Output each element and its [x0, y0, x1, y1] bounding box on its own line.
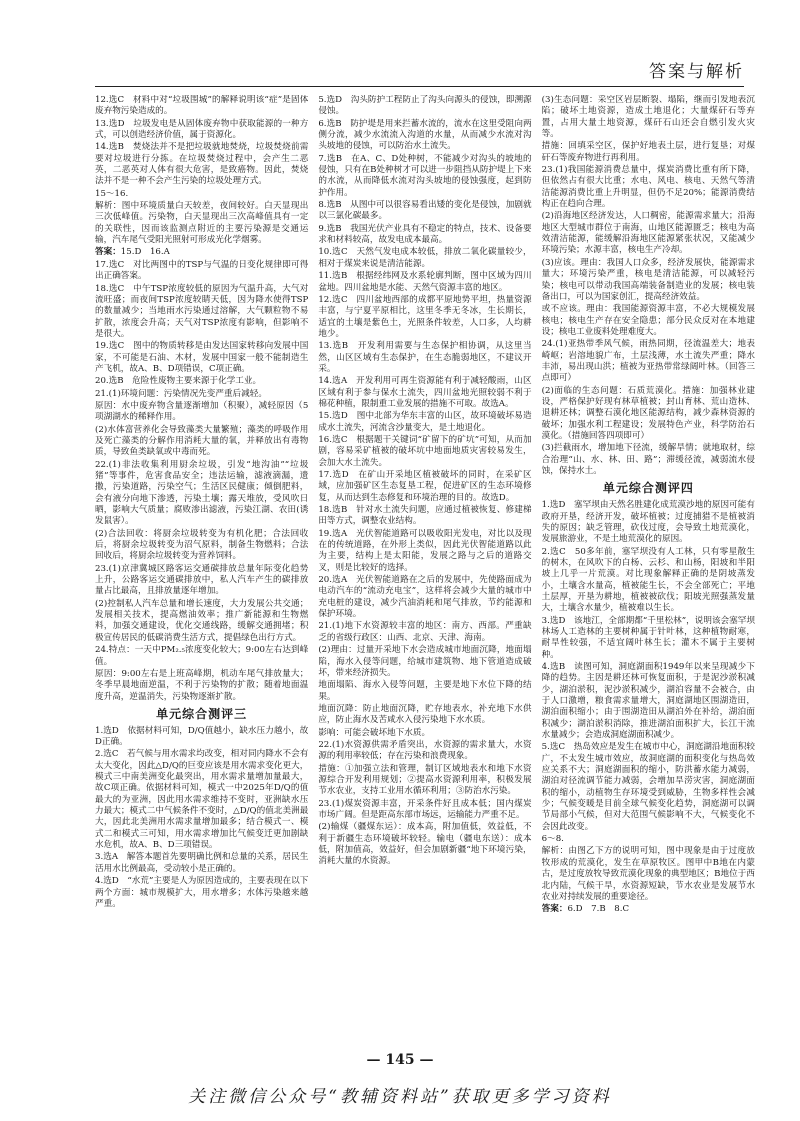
answer-paragraph: 12.选C 四川盆地西部的成都平原地势平坦，热量资源丰富，与宁夏平原相比，这里冬季无冬冰，生长期长，适宜的土壤是紫色土，光照条件较差，人口多，人均耕地少。	[318, 294, 532, 339]
column-left	[95, 95, 308, 1040]
answer-paragraph: 6.选B 防护堤是用来拦蓄水流的，流水在这里受阻向两侧分流，减少水流流入沟道的水量，从而减少水流对沟头坡地的侵蚀，可以防治水土流失。	[318, 118, 532, 152]
answer-paragraph: 解析：由图乙下方的说明可知，图中现象是由于过度放牧形成的荒漠化，发生在草原牧区。图甲中B地在内蒙古，是过度放牧导致荒漠化现象的典型地区；B地位于西北内陆，气候干旱，水资源短缺，节水农业是发展节水农业对持续发展的重要途径。	[541, 846, 755, 902]
answer-columns	[95, 95, 755, 1040]
answer-paragraph: 21.(1)地下水资源较丰富的地区：南方、西部。严重缺乏的省级行政区：山西、北京、天津、海南。	[318, 621, 532, 643]
answer-paragraph: (3)应该。理由：我国人口众多，经济发展快，能源需求量大；环境污染严重，核电是清洁能源，可以减轻污染；核电可以带动我国高端装备制造业的发展；核电装备出口，可以为国家创汇，提高经济效益。	[541, 257, 755, 302]
answer-paragraph: 3.选D 该地江，全部期都“千里松林”，说明该会塞罕坝林场人工造林的主要树种属于针叶林，这种植物耐寒，耐旱性较强，不适宜阔叶林生长；灌木不属于主要树种。	[541, 615, 755, 660]
answer-paragraph: 23.(1)我国能源消费总量中，煤炭消费比重有所下降，但依然占有很大比重；水电、风电、核电、天然气等清洁能源消费比重上升明显，但仍不足20%；能源消费结构正在趋向合理。	[541, 165, 755, 210]
answer-paragraph: 12.选C 材料中对“垃圾围城”的解释说明该“症”是固体废弃物污染造成的。	[95, 95, 309, 117]
column-right	[542, 95, 755, 1040]
answer-paragraph: 9.选B 我国光伏产业具有不稳定的特点，技术、设备要求和材料较高，故发电成本最高。	[318, 223, 532, 246]
answer-paragraph: 15.选D 图中北部为华东丰富的山区，故环境破坏易造成水土流失，河流含沙量变大，是土地退化。	[318, 411, 532, 433]
answer-paragraph: 措施：回填采空区，保护好地表土层，进行复垦；对煤矸石等废弃物进行再利用。	[541, 141, 755, 163]
page-number: — 145 —	[366, 1052, 434, 1068]
answer-paragraph: (2)水体富营养化会导致藻类大量繁殖；藻类的呼吸作用及死亡藻类的分解作用消耗大量的氧，并释放出有毒物质，导致鱼类缺氧或中毒而死。	[95, 424, 309, 458]
answer-paragraph: 8.选B 从图中可以很容易看出矮的变化是侵蚀，加剧就以三氯化碳最多。	[318, 200, 532, 222]
section-title: 单元综合测评三	[156, 706, 248, 721]
answer-paragraph: 10.选C 天然气发电成本较低，排放二氧化碳量较少，相对于煤炭来说是清洁能源。	[318, 247, 532, 269]
answer-paragraph: 22.(1)非法收集利用厨余垃圾，引发“地沟油”“垃圾猪”等事件，危害食品安全；违法运输，滤液滴漏，遗撒，污染道路，污染空气；生活区民健康；倾倒肥料，会有液分向地下渗透，污染土壤；露天堆放，受风吹日晒，影响大气质量；腐败渗出滤液，污染江湖、农田(诱发鼠害）。	[95, 459, 309, 527]
column-middle	[318, 95, 531, 1040]
section-title: 单元综合测评四	[602, 481, 694, 496]
answer-paragraph: 1.选D 塞罕坝由天然名胜建化成荒漠沙地的原因可能有政府开垦，经济开发，破坏植被；过度捕猎不是植被消失的原因；缺乏管理，砍伐过度，会导致土地荒漠化，发展旅游业，不是土地荒漠化的原因。	[541, 500, 755, 545]
answer-paragraph: 解析：图中环境质量白天较差，夜间较好。白天显现出三次低峰值。污染物，白天显现出三次高峰值具有一定的关联性，因而该监测点附近的主要污染源是交通运输，汽车尾气受阳光照射可形成光化学烟雾。	[95, 201, 309, 246]
answer-paragraph: 6～8.	[541, 834, 564, 845]
answer-paragraph: (3)拦截雨水，增加地下径流，缓解旱情；就地取材，综合治理“山、水、林、田、路”；滞缓径流，减弱流水侵蚀，保持水土。	[541, 443, 755, 476]
answer-paragraph: 5.选C 热岛效应是发生在城市中心，洞庭湖沿地面积较广，不太发生城市效应，故洞庭湖的面积变化与热岛效应关系不大；洞庭湖面积的缩小，防洪蓄水能力减弱，湖泊对径流调节能力减弱，会增加旱涝灾害，洞庭湖面积的缩小，动植物生存环境受到威胁，生物多样性会减少；气候变暖是目前全球气候变化趋势，洞庭湖可以调节局部小气候，但对大范围气候影响不大，气候变化不会因此改变。	[541, 742, 755, 832]
answer-paragraph: 13.选B 开发利用需要与生态保护相协调，从这里当然，山区区域有生态保护，在生态脆弱地区，不建议开采。	[318, 341, 532, 374]
answer-paragraph: 原因：水中废弃物含量逐渐增加（积聚），减轻原因（5项湖湖水的稀释作用。	[95, 400, 309, 423]
answer-paragraph: 18.选B 针对水土流失问题，应通过植被恢复、修建梯田等方式，调整农业结构。	[318, 505, 532, 527]
answer-paragraph: 19.选C 图中的物质转移是由发达国家转移向发展中国家，不可能是石油、木材，发展中国家一般不能制造生产飞机，故A、B、D项错误，C项正确。	[95, 341, 309, 374]
answer-paragraph: 4.选B 读图可知，洞庭湖面积1949年以来呈现减少下降的趋势。主因是耕还林可恢复面积，于是泥沙淤积减少，湖泊淤积，泥沙淤积减少，湖泊容量不会被合，由于人口激增，粮食需求量增大，洞庭湖地区围湖造田，湖泊面积缩小；由于围湖造田从湖泊外在补给，湖泊面积减少；湖泊淤积消除，推进湖泊面积扩大，长江干流水量减少；会造成洞庭湖面积减少。	[541, 661, 755, 741]
answer-paragraph: (2)输煤（疆煤东运）：成本高，附加值低，效益低，不利于新疆生态环境破坏较轻。输电（疆电东送）：成本低，附加值高，效益好，但会加剧新疆“地下环境污染，消耗大量的水资源。	[318, 822, 532, 867]
answer-paragraph: 17.选D 在矿山开采地区植被破坏的同时，在采矿区域，应加强矿区生态复垦工程，促进矿区的生态环境修复，从而达到生态修复和环境治理的目的。故选D。	[318, 470, 532, 503]
answer-paragraph: 措施：①加强立法和管理，制订区域地表水和地下水资源综合开发利用规划；②提高水资源利用率，积极发展节水农业，支持工业用水循环利用；③防治水污染。	[318, 763, 532, 797]
answer-paragraph: 16.选C 根据题干关键词“矿留下的矿坑”可知，从而加剧，容易采矿植被的破坏坑中地面地质灾害较易发生，会加大水土流失。	[318, 434, 532, 468]
answer-paragraph: 14.选B 焚烧法并不是把垃圾就地焚烧，垃圾焚烧前需要对垃圾进行分拣。在垃圾焚烧过程中，会产生二恶英，二恶英对人体有很大危害，是致癌物。因此，焚烧法并不是一种不会产生污染的垃圾处理方式。	[95, 142, 309, 187]
answer-paragraph: 11.选B 根据经纬网及水系轮廓判断，图中区域为四川盆地。四川盆地是水能、天然气资源丰富的地区。	[318, 271, 532, 293]
answer-paragraph: (2)控制私人汽车总量和增长速度，大力发展公共交通；发展相关技术，提高燃油效率；推广新能源和生物燃料，加强交通建设，优化交通线路，缓解交通拥堵；积极宣传居民的低碳消费生活方式，提倡绿色出行方式。	[95, 598, 309, 643]
answer-paragraph: 3.选A 解答本题首先要明确比例和总量的关系，居民生活用水比例最高，受动较小是正确的。	[95, 852, 309, 874]
answer-paragraph: (2)沿海地区经济发达，人口稠密，能源需求量大；沿海地区大型城市群位于南海，山地区能源匮乏；核电为高效清洁能源，能缓解沿海地区能源紧张状况，又能减少环境污染；水源丰富，核电生产冷却。	[541, 211, 755, 256]
footer-note: 关注微信公众号“教辅资料站”获取更多学习资料	[188, 1087, 612, 1107]
answer-paragraph: (2)合法回收：将厨余垃圾转变为有机化肥；合法回收后，将厨余垃圾转变为沼气原料，制备生物燃料；合法回收后，将厨余垃圾转变为营养饲料。	[95, 528, 309, 562]
answer-label: 答案：	[541, 904, 568, 915]
answer-paragraph: 17.选C 对比两图中的TSP与气温的日变化规律即可得出正确答案。	[95, 259, 309, 282]
answer-values: 15.D 16.A	[120, 247, 170, 258]
answer-paragraph: 原因：9:00左右是上班高峰期，机动车尾气排放量大；冬季早晨地面逆温，不利于污染物的扩散；随着地面温度升高，逆温消失，污染物逐渐扩散。	[95, 668, 309, 702]
answer-paragraph: 2.选C 50多年前，塞罕坝没有人工林，只有零星散生的树木，在风吹下的白杨、云杉、和山杨，阳坡和半阳坡上几乎一片荒漠。对比现象解释正确的是阴坡蒸发小，土壤含水量高，植被能生长，不会全部死亡；平地土层厚，开垦为耕地，植被被砍伐；阳坡光照强蒸发量大，土壤含水量少，植被难以生长。	[541, 546, 755, 614]
answer-paragraph: 21.(1)环境问题：污染情况先变严重后减轻。	[95, 388, 267, 399]
answer-paragraph: 7.选B 在A、C、D处种树，不能减少对沟头的坡地的侵蚀，只有在B处种树才可以进一步阻挡从防护堤上下来的水流，从而降低水流对沟头坡地的侵蚀强度，起到防护作用。	[318, 153, 532, 198]
answer-paragraph: (3)生态问题：采空区岩层断裂、塌陷，继而引发地表沉陷；破坏土地资源，造成土地退化；大量煤矸石等弃置，占用大量土地资源，煤矸石山还会自燃引发火灾等。	[541, 95, 755, 140]
answer-paragraph: 22.(1)水资源供需矛盾突出，水资源的需求量大，水资源的利用率较低；存在污染和浪费现象。	[318, 739, 532, 762]
answer-paragraph: 23.(1)京津冀城区路客运交通碳排放总量年际变化趋势上升，公路客运交通碳排放中，私人汽车产生的碳排放量占比最高，且排放量逐年增加。	[95, 563, 309, 597]
answer-paragraph: 或不应该。理由：我国能源资源丰富，不必大规模发展核电；核电生产存在安全隐患；部分民众反对在本地建设；核电工业废料处理难度大。	[541, 304, 755, 337]
answer-values: 6.D 7.B 8.C	[567, 904, 630, 915]
answer-paragraph: 2.选C 若气候与用水需求均改变，相对同内降水不会有太大变化，因此△D/Q的巨变应该是用水需求变化更大，模式三中南美洲变化最突出，用水需求量增加量最大，故C项正确。依据材料可知，模式一中2025年D/Q的值最大的为亚洲，因此用水需求维持不变时，亚洲缺水压力最大；模式二中气候条件不变时，△D/Q的值北美洲最大，因此北美洲用水需求量增加最多；结合模式一、模式二和模式三可知，用水需求增加比气候变迁更加剧缺水危机，故A、B、D三项错误。	[95, 749, 309, 851]
answer-paragraph: 18.选C 中午TSP浓度较低的原因为气温升高，大气对流旺盛；而夜间TSP浓度较睛天低，因为降水使得TSP的数量减少；当地雨水污染通过溶解，大气颗粒物不易扩散，浓度会升高；天气对TSP浓度有影响，但影响不是很大。	[95, 283, 309, 339]
answer-paragraph: 23.(1)煤炭资源丰富，开采条件好且成本低；国内煤炭市场广阔。但是距高东部市场远，运输能力严重不足。	[318, 798, 532, 820]
header-title: 答案与解析	[649, 62, 744, 82]
answer-paragraph: 14.选A 开发利用可再生资源能有利于减轻酸雨，山区区域有利于参与保水土流失，四川盆地光照较弱不利于棉花种植，限制重工业发展的措施不可取。故选A。	[318, 376, 532, 409]
page-header	[95, 52, 744, 87]
answer-paragraph: (2)理由：过量开采地下水会造成城市地面沉降，地面塌陷，海水入侵等问题，给城市建筑物、地下管道造成破坏，带来经济损失。	[318, 645, 532, 678]
answer-paragraph: (2)面临的生态问题：石质荒漠化。措施：加强林业建设，严格保护好现有林草植被；封山育林、荒山造林、退耕还林；调整石漠化地区能源结构，减少森林资源的破坏；加强水利工程建设；发展特色产业，科学防治石漠化。（措施回答四项即可）	[541, 385, 755, 441]
answer-paragraph: 13.选D 垃圾发电是从固体废弃物中获取能源的一种方式，可以创造经济价值，属于资源化。	[95, 118, 309, 141]
answer-line	[542, 904, 755, 915]
answer-paragraph: 24.(1)亚热带季风气候，雨热同期，径流温差大；地表崎岖；岩溶地貌广布，土层浅薄，水土流失严重；降水丰沛，易出现山洪；植被为亚热带常绿阔叶林。（回答三点即可）	[541, 339, 755, 384]
answer-paragraph: 地面塌陷、海水入侵等问题，主要是地下水位下降的结果。	[318, 680, 532, 702]
answer-paragraph: 5.选D 沟头防护工程防止了沟头向源头的侵蚀，即溯源侵蚀。	[318, 95, 532, 117]
answer-line	[95, 247, 308, 258]
answer-paragraph: 19.选A 光伏智能道路可以吸收阳光发电，对比以及现在的传统道路，在外形上类似，因此光伏智能道路以此为主要，结构上是太阳能，发展之路与之后的道路交叉，则是比较好的选择。	[318, 528, 532, 573]
answer-paragraph: 15～16.	[95, 188, 129, 199]
answer-paragraph: 20.选A 光伏智能道路在之后的发展中，先使路面成为电动汽车的“流动充电宝”，这样将会减少大量的城市中充电桩的建设，减少汽油消耗和尾气排放，节约能源和保护环境。	[318, 575, 532, 620]
answer-paragraph: 20.选B 危险性废物主要来源于化学工业。	[95, 376, 262, 387]
answer-label: 答案：	[95, 247, 121, 258]
answer-paragraph: 4.选D “水荒”主要是人为原因造成的，主要表现在以下两个方面：城市规模扩大，用水增多；水体污染越来越严重。	[95, 876, 309, 909]
answer-paragraph: 地面沉降：防止地面沉降，贮存地表水，补充地下水供应，防止海水及苦咸水入侵污染地下水水质。	[318, 703, 532, 726]
answer-paragraph: 24.特点：一天中PM₂.₅浓度变化较大；9:00左右达到峰值。	[95, 645, 309, 667]
answer-paragraph: 1.选D 依据材料可知，D/Q值越小，缺水压力越小，故D正确。	[95, 725, 309, 748]
answer-paragraph: 影响：可能会破坏地下水质。	[318, 727, 431, 738]
